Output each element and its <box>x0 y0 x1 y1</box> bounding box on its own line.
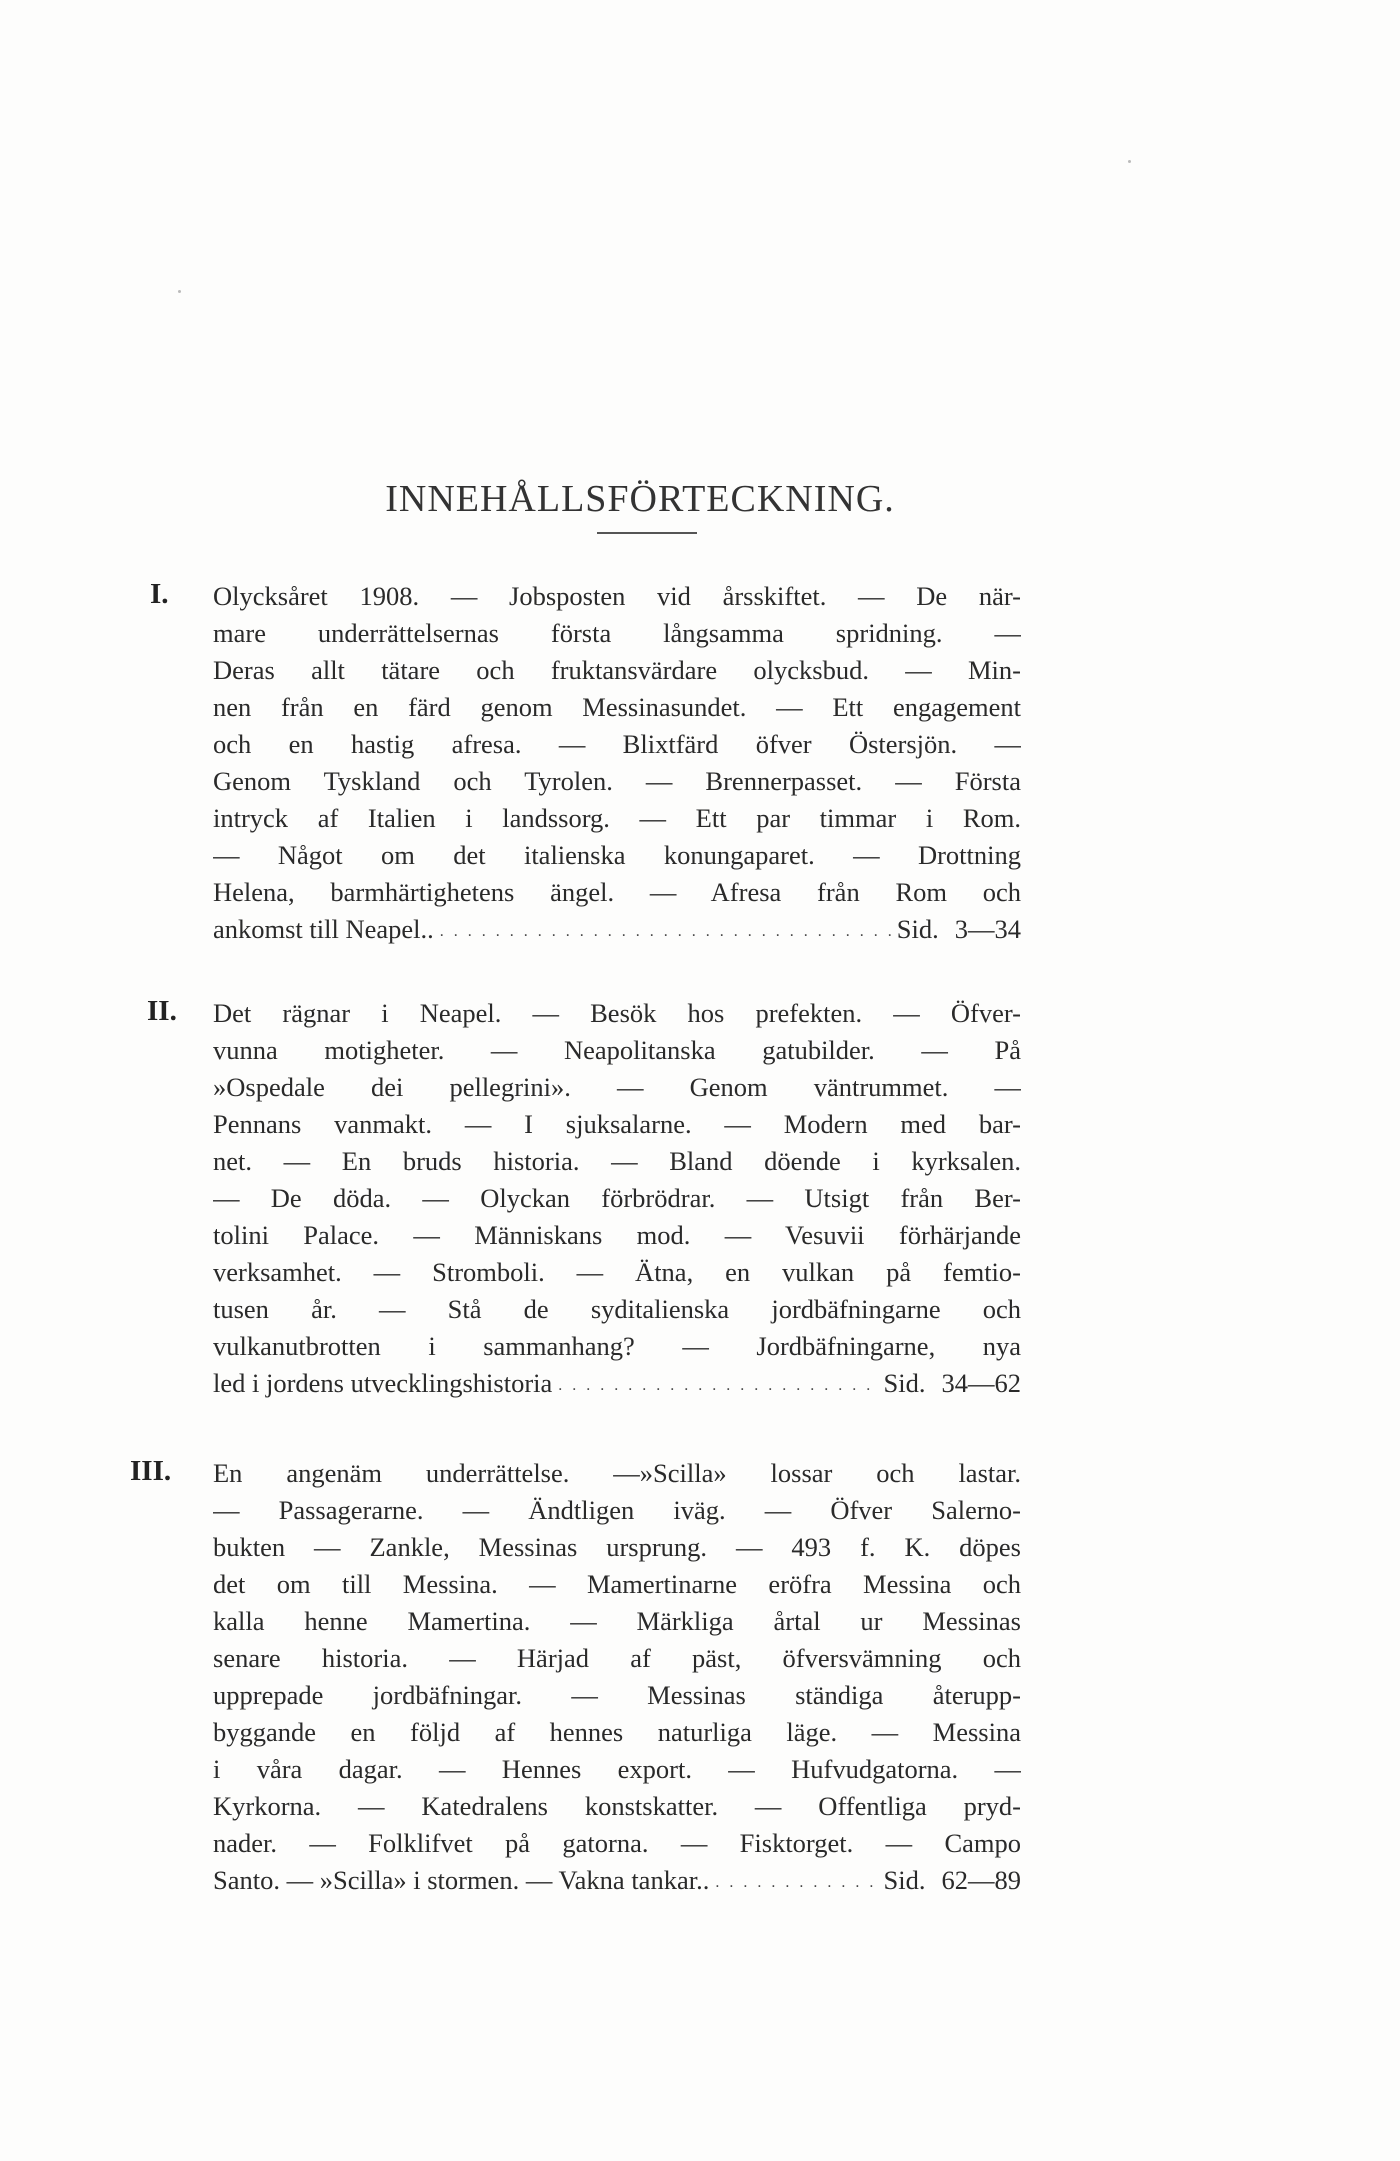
entry-line: Kyrkorna. — Katedralens konstskatter. — Offentliga pryd- <box>213 1791 1021 1821</box>
page-reference <box>884 1862 1021 1899</box>
entry-last-text: ankomst till Neapel.. <box>213 914 434 944</box>
entry-line: i våra dagar. — Hennes export. — Hufvudgatorna. — <box>213 1754 1021 1784</box>
entry-line: vulkanutbrotten i sammanhang? — Jordbäfningarne, nya <box>213 1331 1021 1361</box>
entry-line: vunna motigheter. — Neapolitanska gatubilder. — På <box>213 1035 1021 1065</box>
dot-leader <box>558 1367 877 1404</box>
title-rule <box>597 532 697 534</box>
page-range: 34—62 <box>941 1368 1021 1398</box>
entry-line: och en hastig afresa. — Blixtfärd öfver Östersjön. — <box>213 729 1021 759</box>
entry-last-line <box>213 1862 1021 1899</box>
dot-leader <box>715 1864 877 1901</box>
entry-line: Helena, barmhärtighetens ängel. — Afresa från Rom och <box>213 877 1021 907</box>
entry-line: »Ospedale dei pellegrini». — Genom väntrummet. — <box>213 1072 1021 1102</box>
entry-last-text: Santo. — »Scilla» i stormen. — Vakna tankar.. <box>213 1865 710 1895</box>
entry-line: nader. — Folklifvet på gatorna. — Fisktorget. — Campo <box>213 1828 1021 1858</box>
entry-line: Olycksåret 1908. — Jobsposten vid årsskiftet. — De när- <box>213 581 1021 611</box>
section-numeral: I. <box>150 578 169 610</box>
page-reference <box>897 911 1021 948</box>
entry-line: bukten — Zankle, Messinas ursprung. — 493 f. K. döpes <box>213 1532 1021 1562</box>
entry-line: byggande en följd af hennes naturliga läge. — Messina <box>213 1717 1021 1747</box>
entry-line: Genom Tyskland och Tyrolen. — Brennerpasset. — Första <box>213 766 1021 796</box>
section-entry <box>213 578 1021 948</box>
section-numeral: III. <box>130 1455 172 1487</box>
entry-line: — De döda. — Olyckan förbrödrar. — Utsigt från Ber- <box>213 1183 1021 1213</box>
entry-line: verksamhet. — Stromboli. — Ätna, en vulkan på femtio- <box>213 1257 1021 1287</box>
section-entry <box>213 1455 1021 1899</box>
sid-label: Sid. <box>883 1865 926 1895</box>
page-reference <box>884 1365 1021 1402</box>
entry-line: Deras allt tätare och fruktansvärdare olycksbud. — Min- <box>213 655 1021 685</box>
sid-label: Sid. <box>883 1368 926 1398</box>
entry-line: nen från en färd genom Messinasundet. — Ett engagement <box>213 692 1021 722</box>
page-range: 62—89 <box>941 1865 1021 1895</box>
entry-line: upprepade jordbäfningar. — Messinas ständiga återupp- <box>213 1680 1021 1710</box>
entry-line: — Passagerarne. — Ändtligen iväg. — Öfver Salerno- <box>213 1495 1021 1525</box>
entry-last-line <box>213 1365 1021 1402</box>
scan-speck <box>1128 160 1131 163</box>
section-entry <box>213 995 1021 1402</box>
entry-last-text: led i jordens utvecklingshistoria <box>213 1368 553 1398</box>
section-numeral: II. <box>147 995 177 1027</box>
entry-line: senare historia. — Härjad af päst, öfversvämning och <box>213 1643 1021 1673</box>
entry-line: En angenäm underrättelse. —»Scilla» lossar och lastar. <box>213 1458 1021 1488</box>
entry-line: det om till Messina. — Mamertinarne eröfra Messina och <box>213 1569 1021 1599</box>
entry-line: tusen år. — Stå de syditalienska jordbäfningarne och <box>213 1294 1021 1324</box>
entry-line: intryck af Italien i landssorg. — Ett par timmar i Rom. <box>213 803 1021 833</box>
page-range: 3—34 <box>954 914 1021 944</box>
dot-leader <box>440 913 891 950</box>
entry-line: Pennans vanmakt. — I sjuksalarne. — Modern med bar- <box>213 1109 1021 1139</box>
sid-label: Sid. <box>896 914 939 944</box>
entry-line: net. — En bruds historia. — Bland döende i kyrksalen. <box>213 1146 1021 1176</box>
entry-line: — Något om det italienska konungaparet. — Drottning <box>213 840 1021 870</box>
entry-line: kalla henne Mamertina. — Märkliga årtal ur Messinas <box>213 1606 1021 1636</box>
scan-speck <box>178 290 181 293</box>
entry-line: Det rägnar i Neapel. — Besök hos prefekten. — Öfver- <box>213 998 1021 1028</box>
page-title: INNEHÅLLSFÖRTECKNING. <box>385 478 895 521</box>
entry-line: mare underrättelsernas första långsamma spridning. — <box>213 618 1021 648</box>
entry-last-line <box>213 911 1021 948</box>
entry-line: tolini Palace. — Människans mod. — Vesuvii förhärjande <box>213 1220 1021 1250</box>
